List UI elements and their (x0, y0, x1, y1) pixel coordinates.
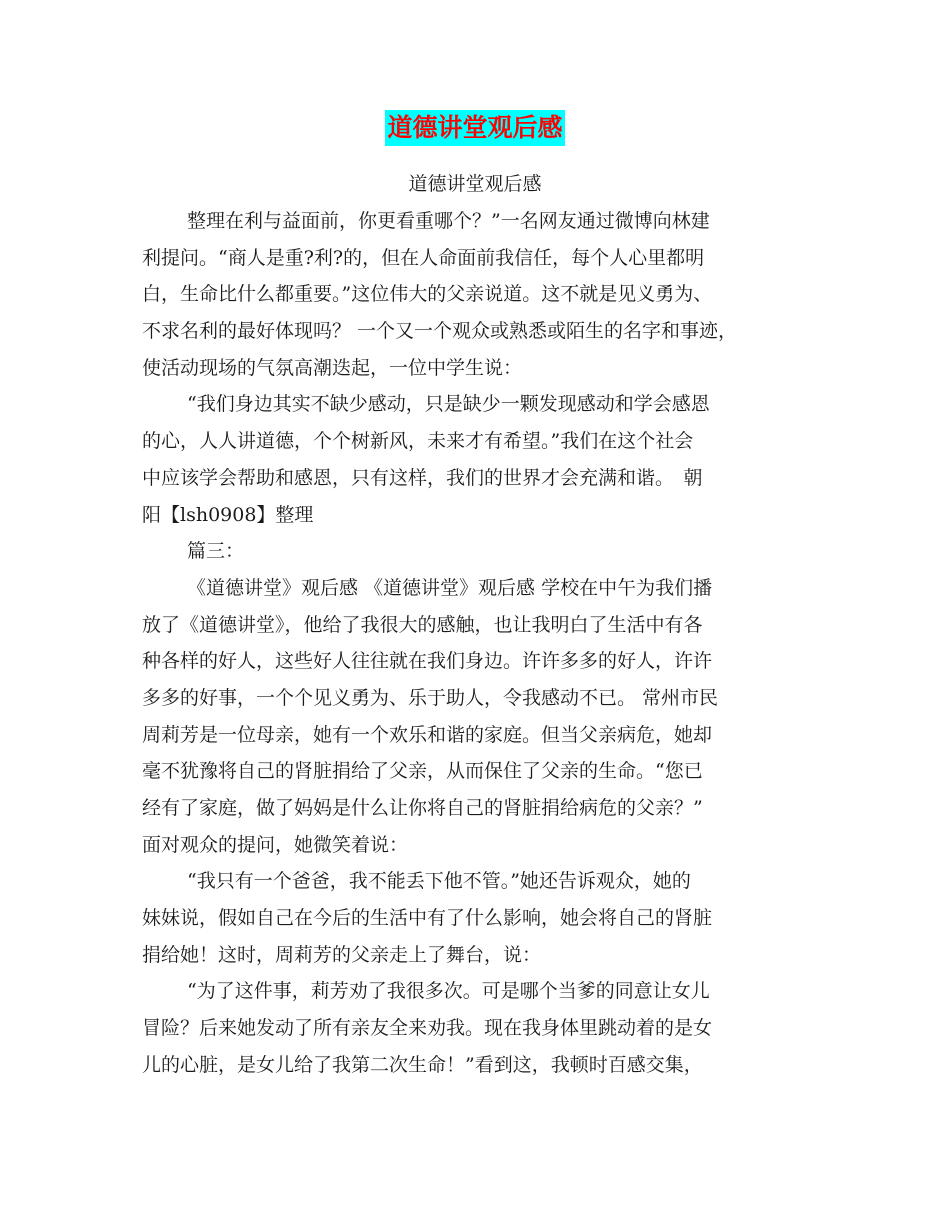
text-line: 中应该学会帮助和感恩，只有这样，我们的世界才会充满和谐。 朝 (142, 466, 703, 489)
text-line: 整理在利与益面前，你更看重哪个？”一名网友通过微博向林建 (187, 210, 710, 232)
text-line: “为了这件事，莉芳劝了我很多次。可是哪个当爹的同意让女儿 (187, 980, 710, 1003)
text-line: 冒险？后来她发动了所有亲友全来劝我。现在我身体里跳动着的是女 (142, 1017, 713, 1040)
document-subtitle: 道德讲堂观后感 (408, 173, 542, 195)
text-line: 儿的心脏，是女儿给了我第二次生命！”看到这，我顿时百感交集， (142, 1053, 703, 1076)
text-line: 使活动现场的气氛高潮迭起，一位中学生说： (142, 356, 523, 379)
text-line: 捐给她！这时，周莉芳的父亲走上了舞台，说： (142, 943, 542, 966)
text-line: “我们身边其实不缺少感动，只是缺少一颗发现感动和学会感恩 (187, 393, 710, 416)
text-line: 《道德讲堂》观后感 《道德讲堂》观后感 学校在中午为我们播 (187, 576, 713, 599)
text-line: 放了《道德讲堂》，他给了我很大的感触，也让我明白了生活中有各 (142, 613, 703, 636)
text-line: 面对观众的提问，她微笑着说： (142, 833, 409, 856)
text-line: 经有了家庭，做了妈妈是什么让你将自己的肾脏捐给病危的父亲？” (142, 797, 703, 819)
document-title (0, 108, 950, 148)
text-line: 利提问。“商人是重?利?的，但在人命面前我信任，每个人心里都明 (142, 246, 705, 269)
text-line: 篇三： (187, 540, 245, 563)
document-title-text: 道德讲堂观后感 (385, 110, 564, 146)
text-line: 白，生命比什么都重要。”这位伟大的父亲说道。这不就是见义勇为、 (142, 283, 713, 306)
text-line: “我只有一个爸爸，我不能丢下他不管。”她还告诉观众，她的 (187, 870, 691, 893)
text-line: 多多的好事，一个个见义勇为、乐于助人，令我感动不已。 常州市民 (142, 686, 719, 709)
text-line: 种各样的好人，这些好人往往就在我们身边。许许多多的好人，许许 (142, 650, 713, 673)
text-line: 周莉芳是一位母亲，她有一个欢乐和谐的家庭。但当父亲病危，她却 (142, 723, 713, 746)
document-body (142, 203, 814, 1084)
text-line: 妹妹说，假如自己在今后的生活中有了什么影响，她会将自己的肾脏 (142, 907, 713, 930)
text-line: 的心，人人讲道德，个个树新风，未来才有希望。”我们在这个社会 (142, 430, 694, 453)
text-line: 不求名利的最好体现吗？ 一个又一个观众或熟悉或陌生的名字和事迹， (142, 320, 738, 343)
text-line: 毫不犹豫将自己的肾脏捐给了父亲，从而保住了父亲的生命。“您已 (142, 760, 703, 783)
text-line: 阳【lsh0908】整理 (142, 503, 314, 526)
